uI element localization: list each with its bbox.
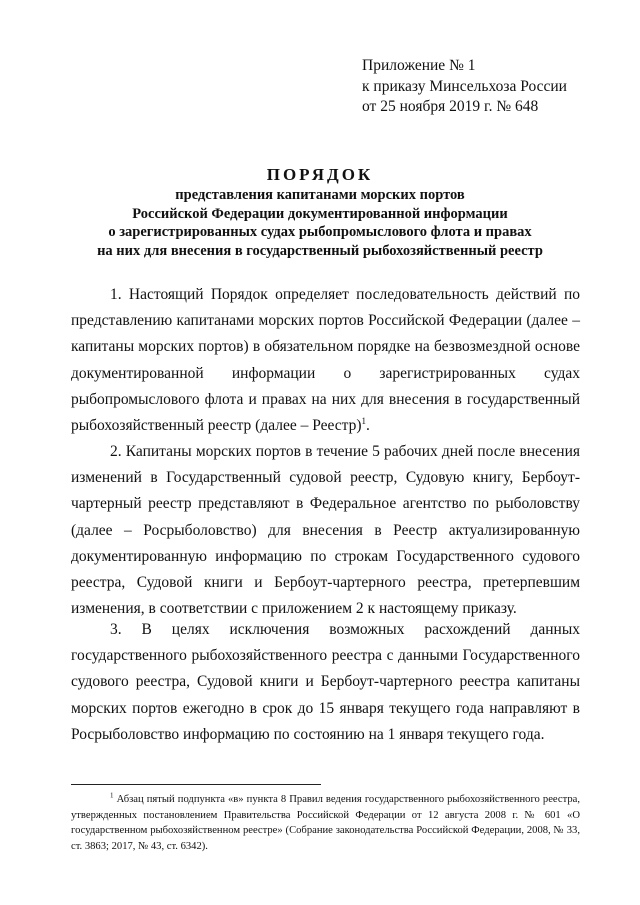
footnote-reference[interactable]: 1	[361, 415, 367, 426]
appendix-number: Приложение № 1	[362, 57, 476, 74]
title-line-1: представления капитанами морских портов	[175, 187, 465, 203]
title-line-3: о зарегистрированных судах рыбопромыслового флота и правах	[108, 224, 532, 240]
footnote-marker: 1	[110, 791, 114, 800]
paragraph-2: 2. Капитаны морских портов в течение 5 рабочих дней после внесения изменений в Государственный судовой реестр, Судовую книгу, Бербоут-чартерный реестр представляют в Федеральное агентство по рыболовству (далее – Росрыболовство) для внесения в Реестр актуализированную документированную информацию по строкам Государственного судового реестра, Судовой книги и Бербоут-чартерного реестра, претерпевшим изменения, в соответствии с приложением 2 к настоящему приказу.	[71, 443, 580, 618]
paragraph-1	[71, 282, 580, 439]
title-line-4: на них для внесения в государственный рыбохозяйственный реестр	[97, 242, 543, 259]
appendix-order-date: от 25 ноября 2019 г. № 648	[362, 98, 539, 115]
footnote-text: Абзац пятый подпункта «в» пункта 8 Правил ведения государственного рыбохозяйственного реестра, утвержденных постановлением Правительства Российской Федерации от 12 августа 2008 г. № 601 «О государственном рыбохозяйственном реестре» (Собрание законодательства Российской Федерации, 2008, № 33, ст. 3863; 2017, № 43, ст. 6342).	[71, 794, 581, 852]
title-line-2: Российской Федерации документированной информации	[132, 205, 508, 222]
paragraph-1-end: .	[366, 417, 370, 435]
appendix-header	[362, 56, 567, 118]
title-main: ПОРЯДОК	[266, 165, 374, 184]
footnote	[71, 792, 580, 854]
paragraph-3: 3. В целях исключения возможных расхождений данных государственного рыбохозяйственного реестра с данными Государственного судового реестра, Судовой книги и Бербоут-чартерного реестра капитаны морских портов ежегодно в срок до 15 января текущего года направляют в Росрыболовство информацию по состоянию на 1 января текущего года.	[71, 621, 580, 743]
paragraph-1-text: 1. Настоящий Порядок определяет последовательность действий по представлению капитанами морских портов Российской Федерации (далее – капитаны морских портов) в обязательном порядке на безвозмездной основе документированной информации о зарегистрированных судах рыбопромыслового флота и правах на них для внесения в государственный рыбохозяйственный реестр (далее – Реестр)	[71, 286, 580, 435]
document-title	[60, 164, 580, 260]
footnote-divider	[71, 784, 321, 785]
appendix-order-ref: к приказу Минсельхоза России	[362, 77, 567, 95]
